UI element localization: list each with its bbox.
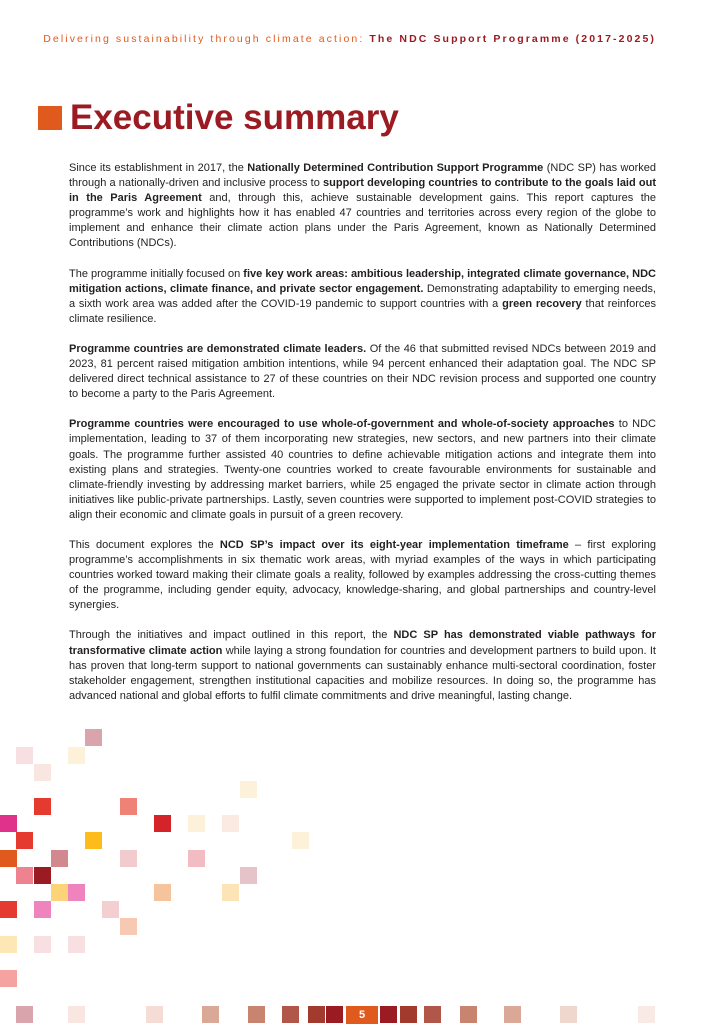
decorative-square <box>154 815 171 832</box>
decorative-square <box>68 747 85 764</box>
decorative-square <box>560 1006 577 1023</box>
decorative-square <box>504 1006 521 1023</box>
text-run: This document explores the <box>69 538 220 551</box>
bold-text: Programme countries are demonstrated climate leaders. <box>69 342 367 355</box>
bold-text: five key work areas: ambitious leadership, integrated climate governance, NDC mitigation actions, climate finance, and private sector engagement. <box>69 267 657 295</box>
decorative-square <box>222 815 239 832</box>
text-run: that reinforces climate resilience. <box>69 297 656 325</box>
text-run: (NDC SP) has worked through a nationally-driven and inclusive process to <box>69 162 656 190</box>
bold-text: NCD SP’s impact over its eight-year implementation timeframe <box>219 538 569 551</box>
decorative-square <box>0 970 17 987</box>
decorative-square <box>154 884 171 901</box>
bold-text: green recovery <box>502 297 582 310</box>
running-header-programme: The NDC Support Programme (2017-2025) <box>369 33 656 45</box>
decorative-square <box>326 1006 343 1023</box>
decorative-square <box>16 1006 33 1023</box>
decorative-square <box>102 901 119 918</box>
running-header-lead: Delivering sustainability through climate action: <box>43 33 370 45</box>
text-run: to NDC implementation, leading to 37 of them incorporating new strategies, new sectors, and new partners into their climate goals. The programme further assisted 40 countries to define achievable mitigation actions and integrate them into existing plans and strategies. Twenty-one countries worked to create favourable environments for sustainable and climate-friendly investing by addressing market barriers, while 25 engaged the private sector in climate action through initiatives like public-private partnerships. Lastly, seven countries were supported to implement post-COVID strategies to align their economic and climate goals in pursuit of a green recovery. <box>69 418 657 521</box>
text-run: and, through this, achieve sustainable development gains. This report captures the programme’s work and highlights how it has enabled 47 countries and territories across every region of the globe to implement and enhance their climate action plans under the Paris Agreement, known as Nationally Determined Contributions (NDCs). <box>69 192 657 250</box>
decorative-square <box>0 815 17 832</box>
bold-text: Programme countries were encouraged to use whole-of-government and whole-of-society approaches <box>69 418 615 431</box>
paragraph <box>69 538 656 613</box>
decorative-square <box>240 867 257 884</box>
title-square-icon <box>38 106 62 130</box>
decorative-square <box>188 815 205 832</box>
title-block <box>38 100 399 135</box>
decorative-square <box>146 1006 163 1023</box>
text-run: Since its establishment in 2017, the <box>69 162 248 174</box>
decorative-square <box>0 901 17 918</box>
decorative-square <box>34 798 51 815</box>
decorative-square <box>460 1006 477 1023</box>
bold-text: NDC SP has demonstrated viable pathways for transformative climate action <box>69 629 656 657</box>
text-run: – first exploring programme’s accomplishments in six thematic work areas, with myriad examples of the ways in which participating countries worked toward making their climate goals a reality, followed by examples addressing the cross-cutting themes of the programme, including gender equity, advocacy, knowledge-sharing, and global partnerships and country-level synergies. <box>69 538 656 612</box>
decorative-square <box>380 1006 397 1023</box>
decorative-square <box>424 1006 441 1023</box>
page-title: Executive summary <box>70 98 399 137</box>
decorative-square <box>34 764 51 781</box>
decorative-square <box>68 1006 85 1023</box>
decorative-square <box>0 936 17 953</box>
decorative-square <box>292 832 309 849</box>
text-run: The programme initially focused on <box>69 267 244 280</box>
decorative-square <box>308 1006 325 1023</box>
decorative-square <box>68 884 85 901</box>
paragraph <box>69 628 656 703</box>
paragraph <box>69 161 656 252</box>
decorative-square <box>34 867 51 884</box>
decorative-square <box>68 936 85 953</box>
text-run: Through the initiatives and impact outlined in this report, the <box>69 629 394 642</box>
decorative-square <box>16 867 33 884</box>
text-run: Demonstrating adaptability to emerging needs, a sixth work area was added after the COVID-19 pandemic to support countries with a <box>69 282 656 310</box>
decorative-square <box>16 747 33 764</box>
paragraph <box>69 267 656 327</box>
bold-text: Nationally Determined Contribution Support Programme <box>247 162 544 174</box>
decorative-square <box>85 832 102 849</box>
paragraph <box>69 417 656 523</box>
decorative-square <box>16 832 33 849</box>
decorative-square <box>120 850 137 867</box>
decorative-square <box>638 1006 655 1023</box>
decorative-square <box>34 901 51 918</box>
page-number: 5 <box>346 1006 378 1024</box>
body-text <box>69 161 656 719</box>
running-header <box>0 33 656 45</box>
decorative-square <box>51 850 68 867</box>
decorative-square <box>85 729 102 746</box>
decorative-square <box>188 850 205 867</box>
text-run: Of the 46 that submitted revised NDCs between 2019 and 2023, 81 percent raised mitigation ambition intentions, while 94 percent enhanced their adaptation goal. The NDC SP delivered direct technical assistance to 27 of these countries on their NDC revision process and supported one country to become a party to the Paris Agreement. <box>69 342 656 401</box>
text-run: while laying a strong foundation for countries and development partners to build upon. It has proven that long-term support to national governments can sustainably enhance multi-sectoral coordination, foster stakeholder engagement, strengthen institutional capacities and mobilize resources. In doing so, the programme has advanced national and global efforts to fulfil climate commitments and drive meaningful, lasting change. <box>69 644 656 702</box>
decorative-square <box>202 1006 219 1023</box>
decorative-square <box>282 1006 299 1023</box>
decorative-square <box>34 936 51 953</box>
decorative-square <box>120 918 137 935</box>
decorative-square <box>222 884 239 901</box>
decorative-square <box>240 781 257 798</box>
paragraph <box>69 342 656 402</box>
bold-text: support developing countries to contribute to the goals laid out in the Paris Agreement <box>69 177 656 205</box>
decorative-square <box>0 850 17 867</box>
decorative-square <box>51 884 68 901</box>
decorative-square <box>120 798 137 815</box>
decorative-square <box>400 1006 417 1023</box>
decorative-square <box>248 1006 265 1023</box>
